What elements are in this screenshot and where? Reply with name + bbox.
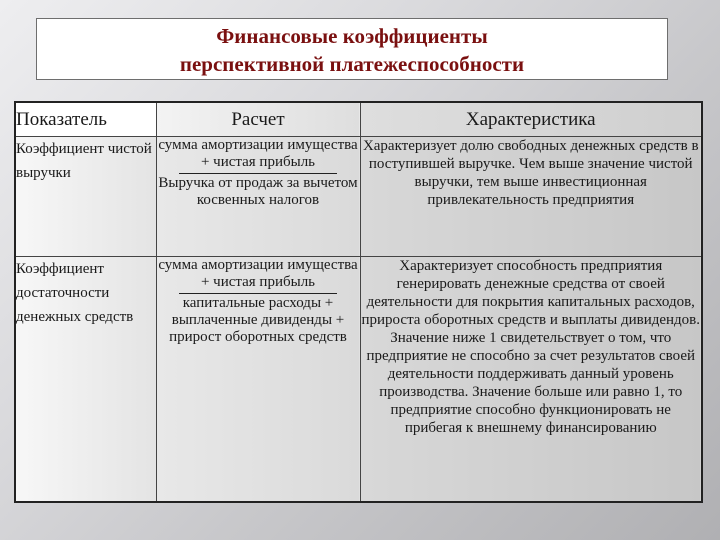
header-characteristic: Характеристика [360, 102, 702, 137]
description-cell: Характеризует способность предприятия генерировать денежные средства от своей деятельности для покрытия капитальных расходов, прироста оборотных средств и выплаты дивидендов. Значение ниже 1 свидетельствует о том, что предприятие не способно за счет результатов своей деятельности поддерживать данный уровень производства. Значение больше или равно 1, то предприятие способно функционировать не прибегая к внешнему финансированию [360, 257, 702, 503]
coefficients-table [14, 101, 703, 503]
formula-numerator: сумма амортизации имущества + чистая прибыль [158, 257, 358, 290]
indicator-cell: Коэффициент чистой выручки [15, 137, 156, 257]
table-row [15, 137, 702, 257]
table-header-row [15, 102, 702, 137]
title-line-2: перспективной платежеспособности [179, 52, 525, 76]
formula-numerator: сумма амортизации имущества + чистая прибыль [158, 137, 358, 170]
indicator-cell: Коэффициент достаточности денежных средств [15, 257, 156, 503]
header-indicator: Показатель [15, 102, 156, 137]
title-line-1: Финансовые коэффициенты [216, 24, 488, 48]
formula-denominator: капитальные расходы + выплаченные дивиденды + прирост оборотных средств [169, 295, 347, 345]
header-calculation: Расчет [156, 102, 360, 137]
calculation-cell [156, 257, 360, 503]
fraction-line [179, 173, 337, 174]
description-cell: Характеризует долю свободных денежных средств в поступившей выручке. Чем выше значение чистой выручки, тем выше инвестиционная привлекательность предприятия [360, 137, 702, 257]
slide-title [36, 18, 668, 80]
table-row [15, 257, 702, 503]
formula-denominator: Выручка от продаж за вычетом косвенных налогов [158, 175, 358, 208]
calculation-cell [156, 137, 360, 257]
fraction-line [179, 293, 337, 294]
